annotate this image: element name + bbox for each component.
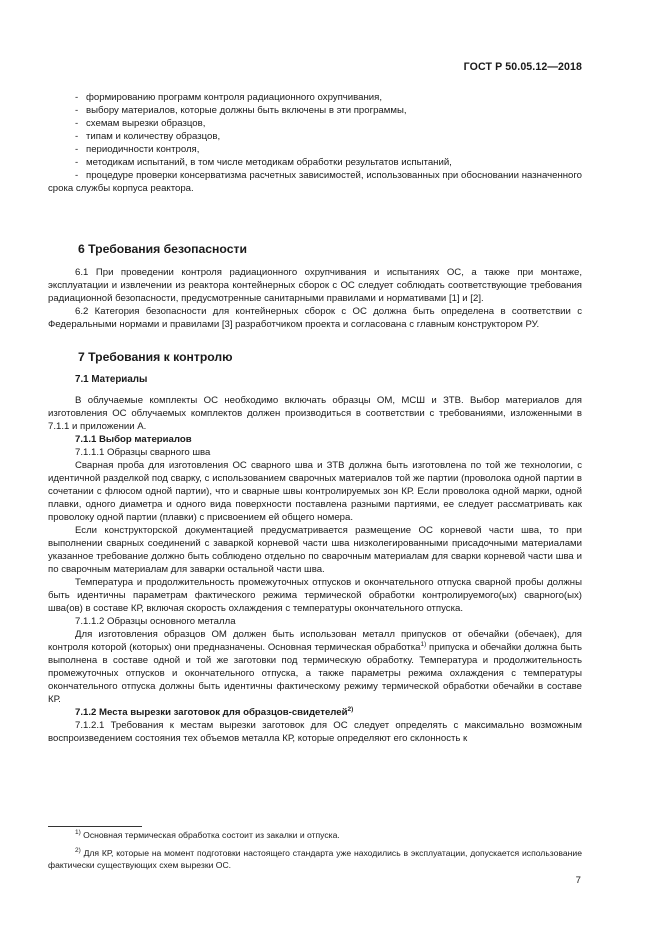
footnote-ref-2: 2) <box>347 706 354 713</box>
list-item: - методикам испытаний, в том числе методикам обработки результатов испытаний, <box>75 157 452 168</box>
paragraph-7-1-1-1-b: Если конструкторской документацией предусматривается размещение ОС корневой части шва, то при выполнении сварных соединений с заваркой корневой части шва низколегированными присадочными материалами указанное требование должно быть соблюдено отдельно по сварочным материалам для сварки корневой части шва и по сварочным материалам для заварки остальной части шва. <box>48 525 582 575</box>
footnote-1: $^{1)}$ Основная термическая обработка состоит из закалки и отпуска. <box>75 829 340 840</box>
list-item: - периодичности контроля, <box>75 144 200 155</box>
list-item: - выбору материалов, которые должны быть включены в эти программы, <box>75 105 407 116</box>
subsection-7-1-1-2-title: 7.1.1.2 Образцы основного металла <box>75 616 236 627</box>
list-item: - схемам вырезки образцов, <box>75 118 206 129</box>
subsection-7-1-2-title: 7.1.2 Места вырезки заготовок для образцов-свидетелей$^{2)}$ <box>75 706 354 718</box>
list-item: - типам и количеству образцов, <box>75 131 221 142</box>
section-6-body <box>48 266 582 331</box>
subsection-7-1-title: 7.1 Материалы <box>75 374 148 385</box>
section-6-title: 6 Требования безопасности <box>78 242 247 256</box>
paragraph-7-1-1-1-a: Сварная проба для изготовления ОС сварного шва и ЗТВ должна быть изготовлена по той же технологии, с идентичной разделкой под сварку, с использованием сварочных материалов той же партии (проволока одной партии в сочетании с флюсом одной партии), что и сварные швы контролируемых зон КР. Если проволока одной марки, одной плавки, одного диаметра и одного вида поверхности поставлена разными партиями, ее следует рассматривать как проволоку одной партии (плавки) с присвоением ей общего номера. <box>48 460 582 523</box>
footnote-divider <box>48 826 142 827</box>
footnote-2: $^{2)}$ Для КР, которые на момент подготовки настоящего стандарта уже находились в эксплуатации, допускается использование фактически существующих схем вырезки ОС. <box>48 847 582 870</box>
paragraph-7-1-1-2: Для изготовления образцов ОМ должен быть использован металл припусков от обечайки (обечаек), для контроля которой (которых) они предназначены. Основная термическая обработка$^{1)}$ припуска и обечайки должна быть выполнена в составе одной и той же заготовки под термическую обработку. Температура и продолжительность промежуточных отпусков и окончательного отпуска, а также параметры режима охлаждения с температуры окончательного отпуска должны быть идентичны фактическому режиму термической обработки обечайки в составе КР. <box>48 629 583 705</box>
intro-list <box>48 91 582 195</box>
paragraph-6-1: 6.1 При проведении контроля радиационного охрупчивания и испытаниях ОС, а также при монтаже, эксплуатации и извлечении из реактора контейнерных сборок с ОС следует соблюдать соответствующие требования радиационной безопасности, предусмотренные санитарными правилами и нормативами [1] и [2]. <box>48 267 582 304</box>
list-item: - формированию программ контроля радиационного охрупчивания, <box>75 92 382 103</box>
standard-header: ГОСТ Р 50.05.12—2018 <box>463 61 582 73</box>
page-number: 7 <box>575 875 581 886</box>
page-content <box>48 91 582 195</box>
paragraph-7-1-1-1-c: Температура и продолжительность промежуточных отпусков и окончательного отпуска сварной пробы должны быть идентичны параметрам фактического режима термической обработки контролируемого(ых) сварного(ых) шва(ов) в составе КР, включая скорость охлаждения с температуры окончательного отпуска. <box>48 577 582 614</box>
subsection-7-1-1-title: 7.1.1 Выбор материалов <box>75 434 192 445</box>
subsection-7-1-1-1-title: 7.1.1.1 Образцы сварного шва <box>75 447 211 458</box>
section-7-title: 7 Требования к контролю <box>78 350 233 364</box>
footnotes <box>48 829 582 871</box>
paragraph-6-2: 6.2 Категория безопасности для контейнерных сборок с ОС должна быть определена в соответствии с Федеральными нормами и правилами [3] разработчиком проекта и согласована с главным конструктором РУ. <box>48 306 582 330</box>
paragraph-7-1-2-1: 7.1.2.1 Требования к местам вырезки заготовок для ОС следует определять с максимально возможным воспроизведением состояния тех объемов металла КР, которые определяют его склонность к <box>48 720 582 744</box>
list-item: - процедуре проверки консерватизма расчетных зависимостей, использованных при обосновании назначенного срока службы корпуса реактора. <box>48 170 582 194</box>
section-7-body <box>48 373 582 745</box>
paragraph-7-1: В облучаемые комплекты ОС необходимо включать образцы ОМ, МСШ и ЗТВ. Выбор материалов для изготовления ОС облучаемых комплектов должен производиться в соответствии с требованиями, изложенными в 7.1.1 и приложении А. <box>48 395 582 432</box>
footnote-ref-1: 1) <box>420 641 427 648</box>
